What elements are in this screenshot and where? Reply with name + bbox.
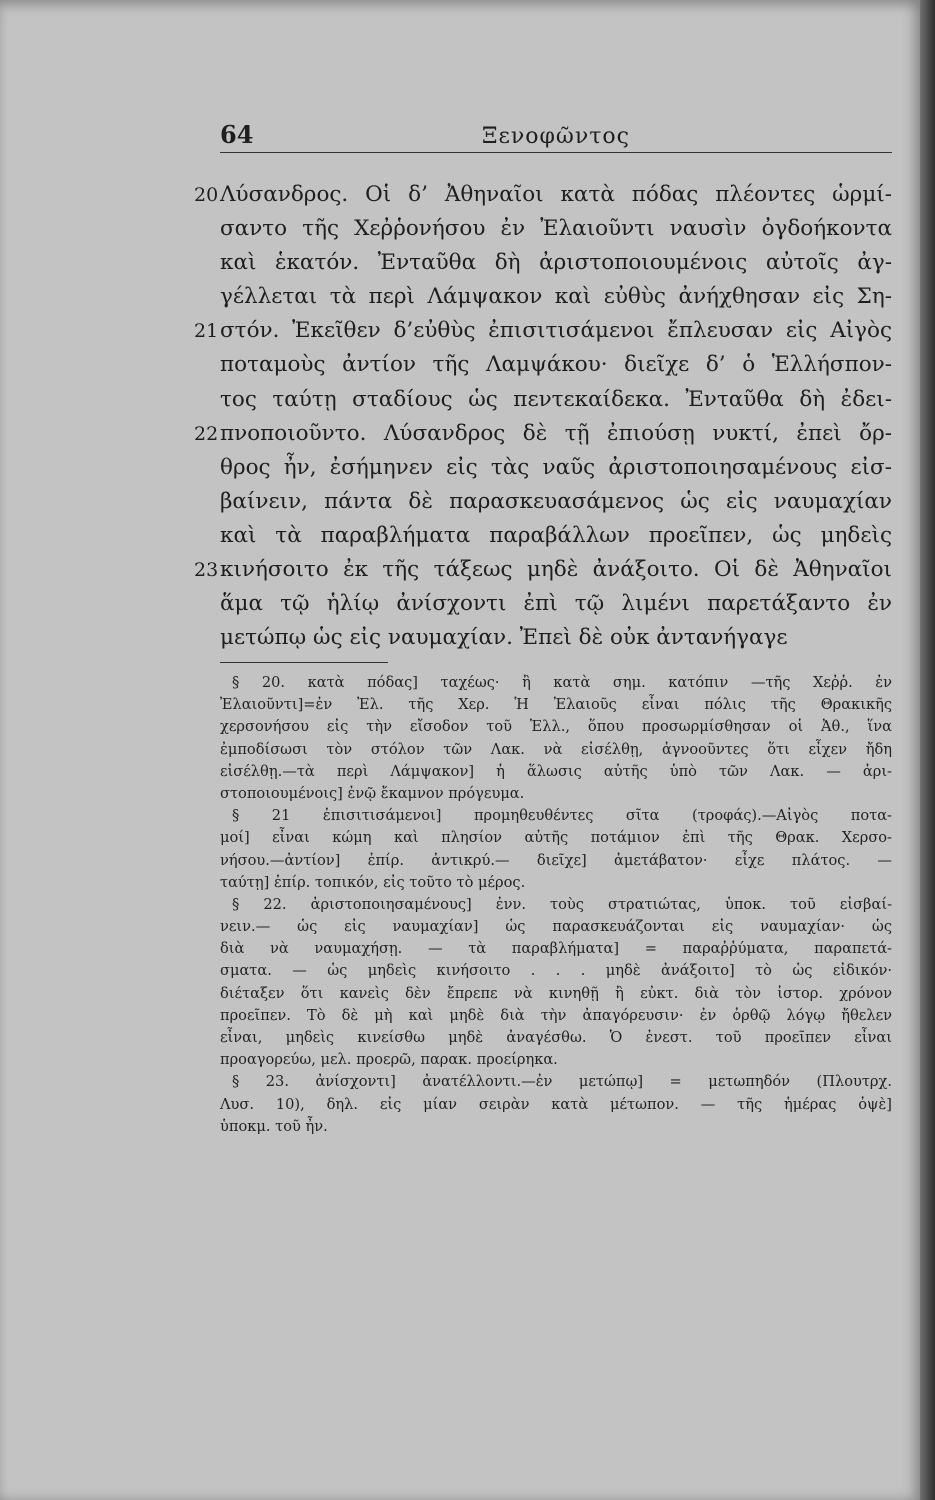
footnote-line: § 20. κατὰ πόδας] ταχέως· ἢ κατὰ σημ. κατόπιν —τῆς Χεῤῥ. ἐν [232, 674, 892, 691]
text-line-content: γέλλεται τὰ περὶ Λάμψακον καὶ εὐθὺς ἀνήχθησαν εἰς Ση- [220, 284, 892, 310]
text-line-content: καὶ τὰ παραβλήματα παραβάλλων προεῖπεν, ὡς μηδεὶς [220, 522, 892, 548]
text-line-content: τος ταύτῃ σταδίους ὡς πεντεκαίδεκα. Ἐνταῦθα δὴ ἐδει- [220, 386, 892, 412]
text-line-content: πνοποιοῦντο. Λύσανδρος δὲ τῇ ἐπιούσῃ νυκτί, ἐπεὶ ὄρ- [220, 420, 892, 446]
text-line [220, 485, 892, 519]
text-line-content: μετώπῳ ὡς εἰς ναυμαχίαν. Ἐπεὶ δὲ οὐκ ἀντανήγαγε [220, 625, 788, 651]
footnote-line: μοί] εἶναι κώμη καὶ πλησίον αὐτῆς ποτάμιον ἐπὶ τῆς Θρακ. Χερσο- [220, 829, 892, 847]
book-spine-shadow [920, 0, 935, 1500]
text-line [220, 246, 892, 280]
section-number: 20 [194, 184, 219, 206]
text-line-content: καὶ ἑκατόν. Ἐνταῦθα δὴ ἀριστοποιουμένοις αὐτοῖς ἀγ- [220, 250, 892, 276]
text-line [220, 519, 892, 553]
page-number: 64 [220, 120, 254, 149]
footnote-line: προεῖπεν. Τὸ δὲ μὴ καὶ μηδὲ διὰ τὴν ἀπαγόρευσιν· ἐν ὀρθῷ λόγῳ ἤθελεν [220, 1006, 892, 1024]
main-text [194, 178, 892, 655]
footnote-line: στοποιουμένοις] ἐνῷ ἔκαμνον πρόγευμα. [220, 784, 525, 802]
text-line-content: βαίνειν, πάντα δὲ παρασκευασάμενος ὡς εἰς ναυμαχίαν [220, 488, 892, 514]
footnote-line: Ἐλαιοῦντι]=ἐν Ἐλ. τῆς Χερ. Ἡ Ἐλαιοῦς εἶναι πόλις τῆς Θρακικῆς [220, 696, 892, 714]
footnotes [220, 672, 892, 1138]
footnote-line: χερσονήσου εἰς τὴν εἴσοδον τοῦ Ἑλλ., ὅπου προσωρμίσθησαν οἱ Ἀθ., ἵνα [220, 718, 892, 736]
text-line [220, 451, 892, 485]
text-line-content: ποταμοὺς ἀντίον τῆς Λαμψάκου· διεῖχε δ’ ὁ Ἑλλήσπον- [220, 352, 892, 378]
running-title: Ξενοφῶντος [482, 124, 630, 149]
text-line [194, 178, 892, 212]
text-line [220, 383, 892, 417]
section-number: 21 [194, 320, 219, 343]
footnote-line: ὑποκμ. τοῦ ἦν. [220, 1117, 328, 1135]
footnote-separator [220, 662, 388, 663]
footnote-line: εἶναι, μηδεὶς κινείσθω μηδὲ ἀναγέσθω. Ὁ ἐνεστ. τοῦ προεῖπεν εἶναι [220, 1029, 892, 1046]
text-line [220, 212, 892, 246]
footnote-line: § 23. ἀνίσχοντι] ἀνατέλλοντι.—ἐν μετώπῳ] = μετωπηδόν (Πλουτρχ. [232, 1073, 892, 1091]
footnote-line: § 22. ἀριστοποιησαμένους] ἐνν. τοὺς στρατιώτας, ὑποκ. τοῦ εἰσβαί- [232, 895, 892, 913]
footnote-line: νειν.— ὡς εἰς ναυμαχίαν] ὡς παρασκευάζονται εἰς ναυμαχίαν· ὡς [220, 918, 892, 936]
footnote-line: ταύτῃ] ἐπίρ. τοπικόν, εἰς τοῦτο τὸ μέρος. [220, 873, 526, 891]
text-line-content: θρος ἦν, ἐσήμηνεν εἰς τὰς ναῦς ἀριστοποιησαμένους εἰσ- [220, 454, 892, 480]
text-line-content: στόν. Ἐκεῖθεν δ’εὐθὺς ἐπισιτισάμενοι ἔπλευσαν εἰς Αἰγὸς [220, 318, 892, 344]
text-line-content: Λύσανδρος. Οἱ δ’ Ἀθηναῖοι κατὰ πόδας πλέοντες ὡρμί- [220, 182, 892, 207]
section-number: 22 [194, 422, 219, 445]
text-line-content: κινήσοιτο ἐκ τῆς τάξεως μηδὲ ἀνάξοιτο. Οἱ δὲ Ἀθηναῖοι [220, 557, 892, 583]
footnote-line: διέταξεν ὅτι κανεὶς δὲν ἔπρεπε νὰ κινηθῇ ἢ εὐκτ. διὰ τὸν ἱστορ. χρόνον [220, 984, 892, 1002]
text-line-content: σαντο τῆς Χεῤῥονήσου ἐν Ἐλαιοῦντι ναυσὶν ὀγδοήκοντα [220, 216, 892, 242]
footnote-line: ἐμποδίσωσι τὸν στόλον τῶν Λακ. νὰ εἰσέλθῃ, ἀγνοοῦντες ὅτι εἶχεν ἤδη [220, 740, 892, 758]
footnote-line: νήσου.—ἀντίον] ἐπίρ. ἀντικρύ.— διεῖχε] ἀμετάβατον· εἶχε πλάτος. — [220, 851, 892, 869]
text-line [194, 553, 892, 587]
footnote-line: σματα. — ὡς μηδεὶς κινήσοιτο . . . μηδὲ ἀνάξοιτο] τὸ ὡς εἰδικόν· [220, 962, 892, 980]
footnote-line: προαγορεύω, μελ. προερῶ, παρακ. προείρηκα. [220, 1051, 558, 1069]
footnote-line: § 21 ἐπισιτισάμενοι] προμηθευθέντες σῖτα (τροφάς).—Αἰγὸς ποτα- [232, 807, 892, 825]
text-line [220, 621, 892, 655]
text-line [220, 587, 892, 621]
page-header [220, 118, 892, 153]
text-line-content: ἅμα τῷ ἡλίῳ ἀνίσχοντι ἐπὶ τῷ λιμένι παρετάξαντο ἐν [220, 591, 892, 617]
footnote-line: Λυσ. 10), δηλ. εἰς μίαν σειρὰν κατὰ μέτωπον. — τῆς ἡμέρας ὀψὲ] [220, 1095, 892, 1113]
footnote-line: εἰσέλθῃ.—τὰ περὶ Λάμψακον] ἡ ἅλωσις αὐτῆς ὑπὸ τῶν Λακ. — ἀρι- [220, 762, 892, 780]
text-line [220, 280, 892, 314]
footnote-line: διὰ νὰ ναυμαχήσῃ. — τὰ παραβλήματα] = παραῤῥύματα, παραπετά- [220, 940, 892, 958]
text-line [194, 417, 892, 451]
text-line [220, 348, 892, 382]
text-line [194, 314, 892, 348]
section-number: 23 [194, 559, 219, 582]
